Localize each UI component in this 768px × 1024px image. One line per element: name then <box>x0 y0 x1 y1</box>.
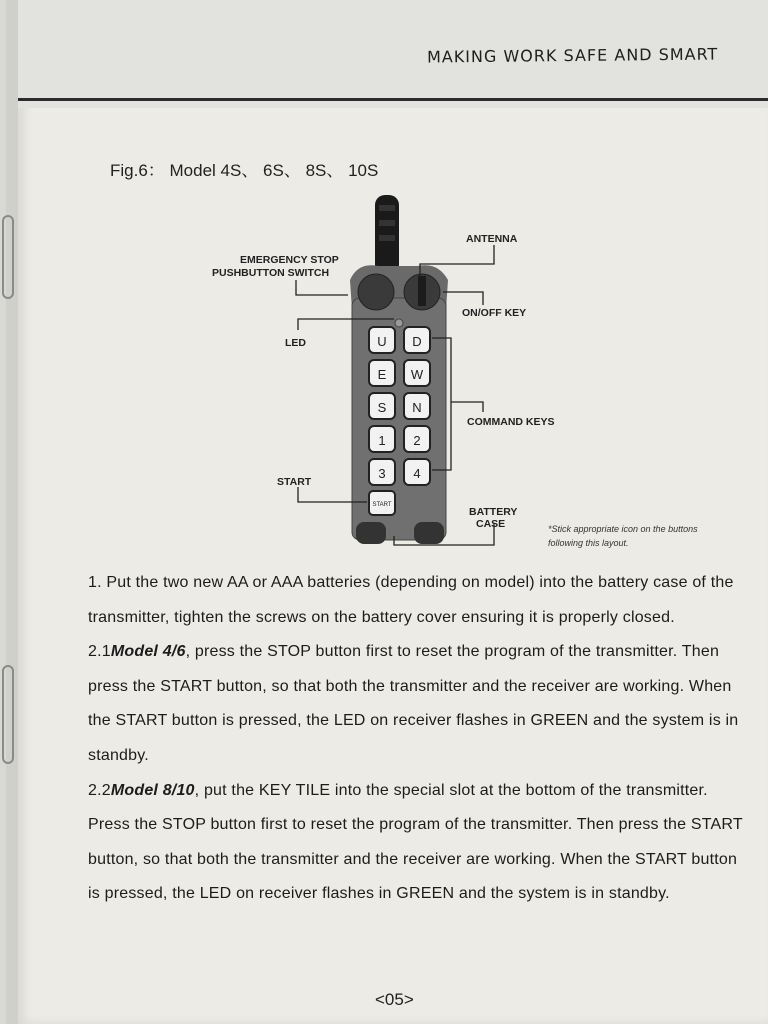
step-number: 2.2 <box>88 781 111 799</box>
sticker-note-line1: *Stick appropriate icon on the buttons <box>548 524 698 534</box>
key-label-right: 2 <box>413 433 421 448</box>
battery-label-line2: CASE <box>476 518 506 530</box>
step-number: 2.1 <box>88 643 111 661</box>
key-label-right: 4 <box>413 466 421 481</box>
step-text: , press the STOP button first to reset the program of the transmitter. Then press the START button, so that both the transmitter and the receiver are working. When the START button is pressed, the LED on receiver flashes in GREEN and the system is in standby. <box>88 643 739 764</box>
key-label-right: D <box>412 334 422 349</box>
battery-label-line1: BATTERY <box>469 506 518 518</box>
header-tagline: MAKING WORK SAFE AND SMART <box>426 44 719 67</box>
binding-ring-top <box>2 215 14 299</box>
battery-foot-right <box>414 522 444 544</box>
remote-body <box>352 298 446 540</box>
model-name: Model 4/6 <box>110 643 186 661</box>
key-label-left: 1 <box>378 433 386 448</box>
step-text: , put the KEY TILE into the special slot at the bottom of the transmitter. Press the STOP button first to reset the program of the transmitter. Then press the START button, so that both the transmitter and the receiver are working. When the START button is pressed, the LED on receiver flashes in GREEN and the system is in standby. <box>88 781 743 903</box>
led-label: LED <box>285 337 306 349</box>
estop-label-line2: PUSHBUTTON SWITCH <box>212 267 330 279</box>
onoff-label: ON/OFF KEY <box>462 307 527 319</box>
key-label-left: S <box>377 400 387 415</box>
key-label-right: N <box>412 400 422 415</box>
paragraph-step-1: 1. Put the two new AA or AAA batteries (depending on model) into the battery case of the transmitter, tighten the screws on the battery cover ensuring it is properly closed. <box>88 574 734 626</box>
sticker-note-line2: following this layout. <box>548 538 629 548</box>
instructions-body <box>88 566 748 912</box>
binding-spine <box>0 0 6 1024</box>
start-key-label: START <box>372 502 392 508</box>
key-label-left: E <box>377 367 387 382</box>
key-label-left: 3 <box>378 466 386 481</box>
led-indicator <box>395 319 403 327</box>
figure-title: Fig.6： Model 4S、 6S、 8S、 10S <box>110 161 379 180</box>
estop-label-line1: EMERGENCY STOP <box>240 254 339 266</box>
command-keys-label: COMMAND KEYS <box>467 416 555 428</box>
paragraph-step-2-2 <box>88 774 748 912</box>
key-label-left: U <box>377 334 387 349</box>
header-rule <box>18 98 768 101</box>
model-name: Model 8/10 <box>110 781 195 799</box>
antenna-label: ANTENNA <box>466 233 518 245</box>
manual-page <box>18 0 768 1024</box>
battery-foot-left <box>356 522 386 544</box>
page-number: <05> <box>375 990 414 1009</box>
key-label-right: W <box>410 367 424 382</box>
start-label: START <box>277 476 312 488</box>
emergency-stop-knob <box>358 274 394 310</box>
paragraph-step-2-1 <box>88 635 748 773</box>
binding-ring-bottom <box>2 665 14 764</box>
sticker-note <box>548 522 738 550</box>
remote-diagram-svg <box>18 180 768 560</box>
remote-diagram <box>18 180 768 560</box>
